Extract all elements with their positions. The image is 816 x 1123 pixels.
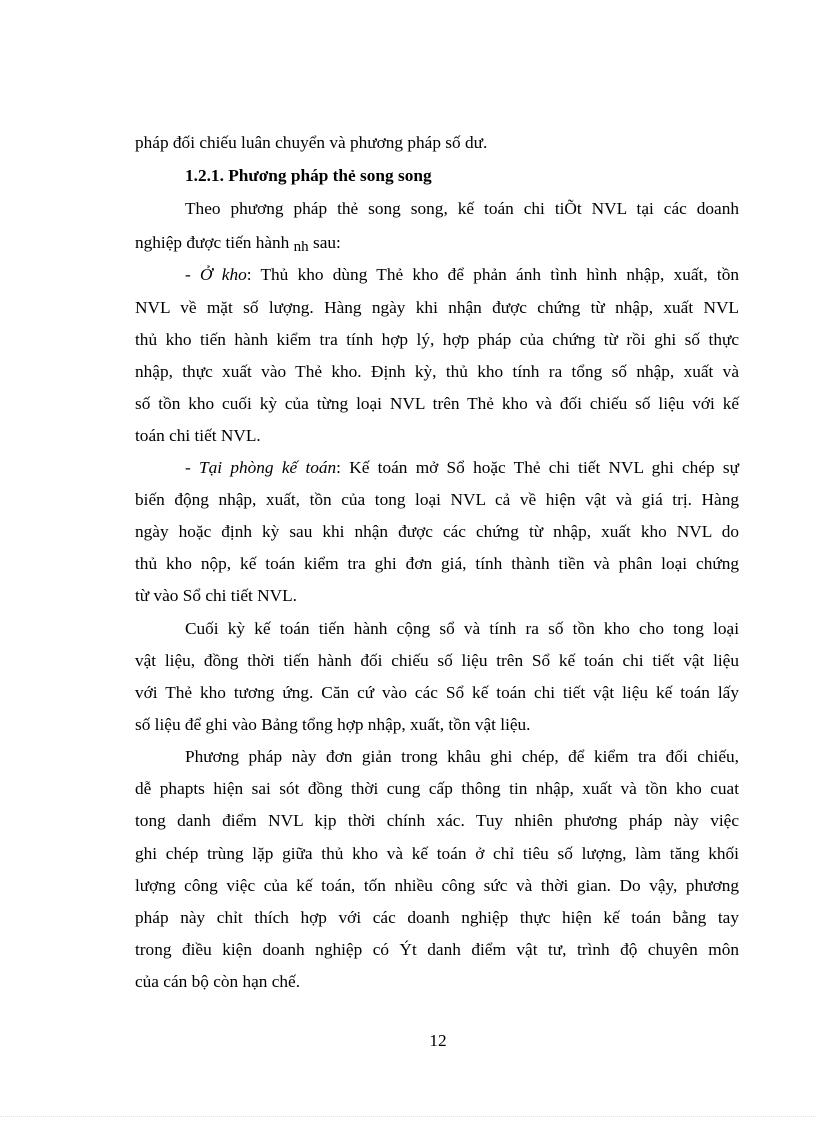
section-heading: 1.2.1. Phương pháp thẻ song song <box>185 166 432 185</box>
text-line: nhập, thực xuất vào Thẻ kho. Định kỳ, thủ kho tính ra tổng số nhập, xuất và <box>135 362 739 381</box>
text-line: NVL về mặt số lượng. Hàng ngày khi nhận được chứng từ nhập, xuất NVL <box>135 298 739 317</box>
text-segment: - <box>185 458 200 477</box>
text-segment: - <box>185 265 201 284</box>
text-line: lượng công việc của kế toán, tốn nhiều công sức và thời gian. Do vậy, phương <box>135 876 739 895</box>
text-line: trong điều kiện doanh nghiệp có Ýt danh điểm vật tư, trình độ chuyên môn <box>135 940 739 959</box>
text-line: dễ phapts hiện sai sót đồng thời cung cấp thông tin nhập, xuất và tồn kho cuat <box>135 779 739 798</box>
text-line: Cuối kỳ kế toán tiến hành cộng sổ và tính ra số tồn kho cho tong loại <box>185 619 739 638</box>
text-segment: : Kế toán mở Sổ hoặc Thẻ chi tiết NVL ghi chép sự <box>336 458 739 477</box>
text-line: ghi chép trùng lặp giữa thủ kho và kế toán ở chỉ tiêu số lượng, làm tăng khối <box>135 844 739 863</box>
text-line: ngày hoặc định kỳ sau khi nhận được các chứng từ nhập, xuất kho NVL do <box>135 522 739 541</box>
italic-term: Ở kho <box>200 265 247 284</box>
text-line: biến động nhập, xuất, tồn của tong loại NVL cả về hiện vật và giá trị. Hàng <box>135 490 739 509</box>
text-line: từ vào Sổ chi tiết NVL. <box>135 586 297 605</box>
text-line <box>185 265 739 285</box>
text-segment: nh <box>293 239 309 255</box>
text-line: thủ kho tiến hành kiểm tra tính hợp lý, hợp pháp của chứng từ rồi ghi số thực <box>135 330 739 349</box>
text-line: Phương pháp này đơn giản trong khâu ghi chép, để kiểm tra đối chiếu, <box>185 747 739 766</box>
page-number: 12 <box>429 1031 447 1050</box>
text-line: tong danh điểm NVL kịp thời chính xác. Tuy nhiên phương pháp này việc <box>135 811 739 830</box>
text-line: Theo phương pháp thẻ song song, kế toán chi tiÕt NVL tại các doanh <box>185 199 739 218</box>
text-line: pháp đối chiếu luân chuyển và phương pháp số dư. <box>135 133 488 152</box>
text-line: thủ kho nộp, kế toán kiểm tra ghi đơn giá, tính thành tiền và phân loại chứng <box>135 554 739 573</box>
text-line <box>135 233 739 254</box>
text-segment: nghiệp được tiến hành <box>135 233 290 252</box>
text-line: pháp này chỉt thích hợp với các doanh nghiệp thực hiện kế toán bằng tay <box>135 908 739 927</box>
text-line: với Thẻ kho tương ứng. Căn cứ vào các Sổ kế toán chi tiết vật liệu kế toán lấy <box>135 683 739 702</box>
page-bottom-rule <box>0 1116 816 1117</box>
text-line: số liệu để ghi vào Bảng tổng hợp nhập, xuất, tồn vật liệu. <box>135 715 531 734</box>
text-line: vật liệu, đồng thời tiến hành đối chiếu số liệu trên Sổ kế toán chi tiết vật liệu <box>135 651 739 670</box>
text-segment: : Thủ kho dùng Thẻ kho để phản ánh tình hình nhập, xuất, tồn <box>246 265 739 284</box>
text-line <box>185 458 739 478</box>
text-line: của cán bộ còn hạn chế. <box>135 972 301 991</box>
text-segment: sau: <box>312 233 341 252</box>
text-line: toán chi tiết NVL. <box>135 426 261 445</box>
italic-term: Tại phòng kế toán <box>199 458 337 477</box>
text-line: số tồn kho cuối kỳ của từng loại NVL trên Thẻ kho và đối chiếu số liệu với kế <box>135 394 739 413</box>
